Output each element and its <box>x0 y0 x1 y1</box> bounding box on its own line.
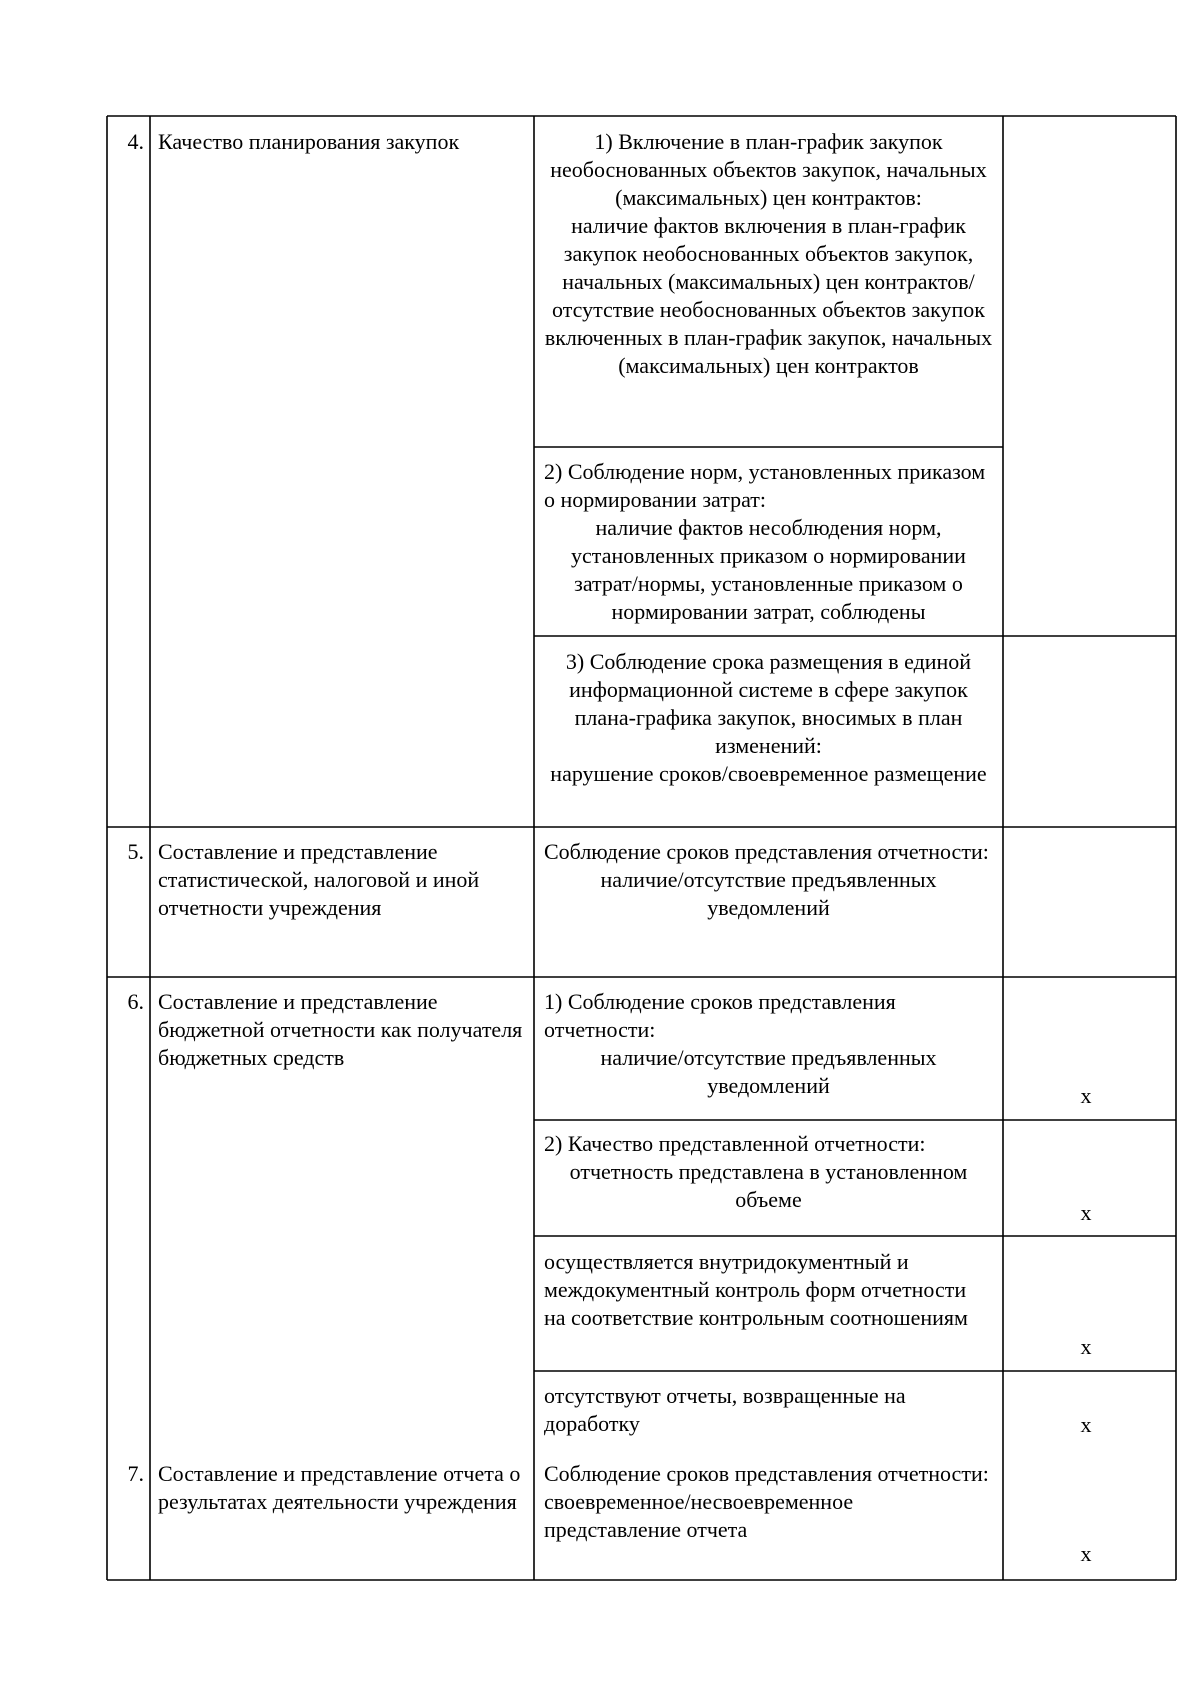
row-6-number: 6. <box>127 989 144 1014</box>
row-6-criterion-2 <box>538 1130 999 1214</box>
row-7-number: 7. <box>127 1461 144 1486</box>
row-6-criterion-4-mark: x <box>1080 1412 1092 1437</box>
criterion-heading: 1) Включение в план-график закупок необоснованных объектов закупок, начальных (максимальных) цен контрактов: <box>550 129 987 210</box>
criterion-body: осуществляется внутридокументный и междокументный контроль форм отчетности на соответствие контрольным соотношениям <box>544 1249 968 1330</box>
row-4-criterion-1 <box>538 128 999 380</box>
criterion-heading: 2) Качество представленной отчетности: <box>544 1131 926 1156</box>
criterion-body: отчетность представлена в установленном объеме <box>569 1159 968 1212</box>
criterion-body: наличие/отсутствие предъявленных уведомлений <box>600 867 937 920</box>
row-6-criterion-2-mark: x <box>1080 1200 1092 1225</box>
row-4-number: 4. <box>127 129 144 154</box>
row-6-title: Составление и представление бюджетной отчетности как получателя бюджетных средств <box>158 989 523 1070</box>
row-5-title: Составление и представление статистической, налоговой и иной отчетности учреждения <box>158 839 480 920</box>
criterion-heading: 2) Соблюдение норм, установленных приказом о нормировании затрат: <box>544 459 986 512</box>
criterion-body: наличие фактов включения в план-график закупок необоснованных объектов закупок, начальных (максимальных) цен контрактов/отсутствие необоснованных объектов закупок включенных в план-график закупок, начальных (максимальных) цен контрактов <box>544 213 993 378</box>
row-4-criterion-2 <box>538 458 999 626</box>
row-6-criterion-3-mark: x <box>1080 1334 1092 1359</box>
row-7-title: Составление и представление отчета о результатах деятельности учреждения <box>158 1461 521 1514</box>
criterion-body: своевременное/несвоевременное представление отчета <box>544 1489 854 1542</box>
row-6-criterion-4 <box>538 1382 999 1438</box>
row-6-criterion-3 <box>538 1248 999 1332</box>
row-5-criterion-1 <box>538 838 999 922</box>
criterion-body: наличие фактов несоблюдения норм, установленных приказом о нормировании затрат/нормы, установленные приказом о нормировании затрат, соблюдены <box>571 515 966 624</box>
row-5-number: 5. <box>127 839 144 864</box>
criterion-heading: 3) Соблюдение срока размещения в единой информационной системе в сфере закупок плана-графика закупок, вносимых в план изменений: <box>565 649 972 758</box>
row-4-title: Качество планирования закупок <box>158 129 460 154</box>
criterion-body: нарушение сроков/своевременное размещение <box>550 761 987 786</box>
row-4-criterion-3 <box>538 648 999 788</box>
criterion-heading: Соблюдение сроков представления отчетности: <box>544 839 989 864</box>
row-6-criterion-1 <box>538 988 999 1100</box>
row-6-criterion-1-mark: x <box>1080 1083 1092 1108</box>
criterion-heading: 1) Соблюдение сроков представления отчетности: <box>544 989 896 1042</box>
row-7-criterion-1-mark: x <box>1080 1541 1092 1566</box>
criterion-body: наличие/отсутствие предъявленных уведомлений <box>600 1045 937 1098</box>
criterion-body: отсутствуют отчеты, возвращенные на доработку <box>544 1383 906 1436</box>
row-7-criterion-1 <box>538 1460 999 1544</box>
criterion-heading: Соблюдение сроков представления отчетности: <box>544 1461 989 1486</box>
